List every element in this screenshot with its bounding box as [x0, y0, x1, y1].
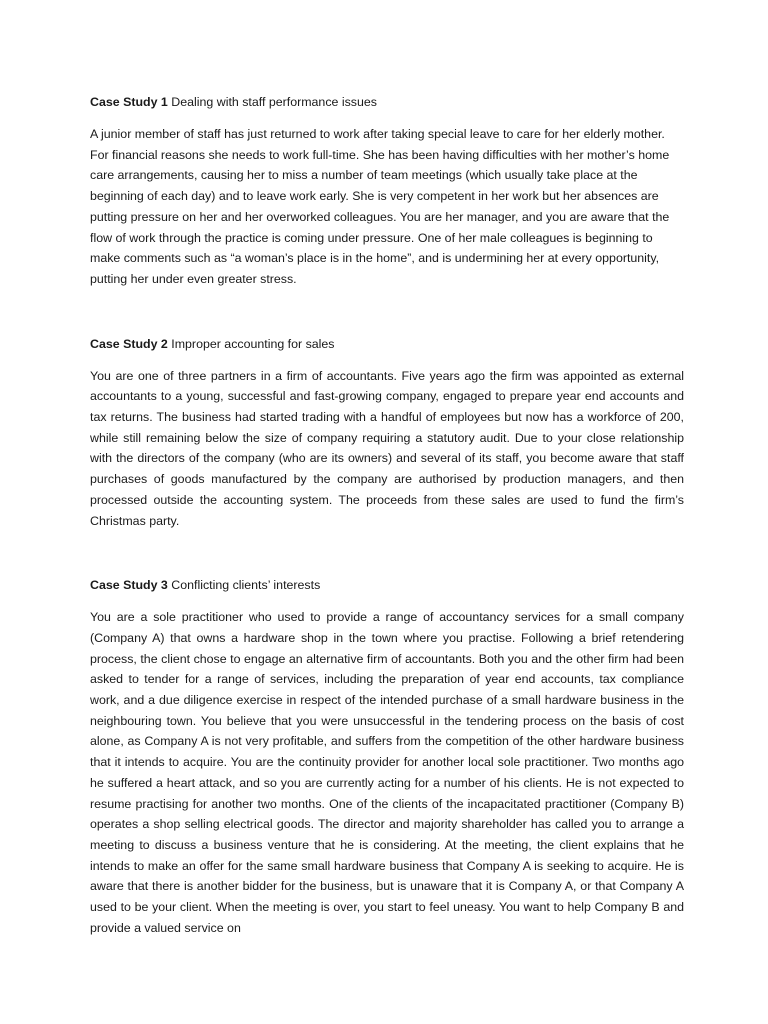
case-study-2: [90, 334, 684, 532]
case-study-3-heading: [90, 575, 684, 595]
document-page: [90, 92, 684, 939]
case-study-1-heading: [90, 92, 684, 112]
case-study-1-label: Case Study 1: [90, 95, 168, 109]
case-study-3-title: Conflicting clients’ interests: [171, 578, 321, 593]
case-study-3: [90, 575, 684, 938]
case-study-2-heading: [90, 334, 684, 354]
case-study-1: [90, 92, 684, 290]
case-study-2-body: You are one of three partners in a firm of accountants. Five years ago the firm was appointed as external accountants to a young, successful and fast-growing company, engaged to prepare year end accounts and tax returns. The business had started trading with a handful of employees but now has a workforce of 200, while still remaining below the size of company requiring a statutory audit. Due to your close relationship with the directors of the company (who are its owners) and several of its staff, you become aware that staff purchases of goods manufactured by the company are authorised by production managers, and then processed outside the accounting system. The proceeds from these sales are used to fund the firm’s Christmas party.: [90, 368, 684, 528]
case-study-1-title: Dealing with staff performance issues: [171, 95, 377, 109]
case-study-3-label: Case Study 3: [90, 578, 168, 593]
case-study-2-label: Case Study 2: [90, 336, 168, 351]
case-study-1-body: A junior member of staff has just returned to work after taking special leave to care for her elderly mother. For financial reasons she needs to work full-time. She has been having difficulties with her mother’s home care arrangements, causing her to miss a number of team meetings (which usually take place at the beginning of each day) and to leave work early. She is very competent in her work but her absences are putting pressure on her and her overworked colleagues. You are her manager, and you are aware that the flow of work through the practice is coming under pressure. One of her male colleagues is beginning to make comments such as “a woman’s place is in the home”, and is undermining her at every opportunity, putting her under even greater stress.: [90, 127, 670, 286]
case-study-3-body: You are a sole practitioner who used to provide a range of accountancy services for a small company (Company A) that owns a hardware shop in the town where you practise. Following a brief retendering process, the client chose to engage an alternative firm of accountants. Both you and the other firm had been asked to tender for a range of services, including the preparation of year end accounts, tax compliance work, and a due diligence exercise in respect of the intended purchase of a small hardware business in the neighbouring town. You believe that you were unsuccessful in the tendering process on the basis of cost alone, as Company A is not very profitable, and suffers from the competition of the other hardware business that it intends to acquire. You are the continuity provider for another local sole practitioner. Two months ago he suffered a heart attack, and so you are currently acting for a number of his clients. He is not expected to resume practising for another two months. One of the clients of the incapacitated practitioner (Company B) operates a shop selling electrical goods. The director and majority shareholder has called you to arrange a meeting to discuss a business venture that he is considering. At the meeting, the client explains that he intends to make an offer for the same small hardware business that Company A is seeking to acquire. He is aware that there is another bidder for the business, but is unaware that it is Company A, or that Company A used to be your client. When the meeting is over, you start to feel uneasy. You want to help Company B and provide a valued service on: [90, 610, 684, 935]
case-study-2-title: Improper accounting for sales: [171, 336, 335, 351]
